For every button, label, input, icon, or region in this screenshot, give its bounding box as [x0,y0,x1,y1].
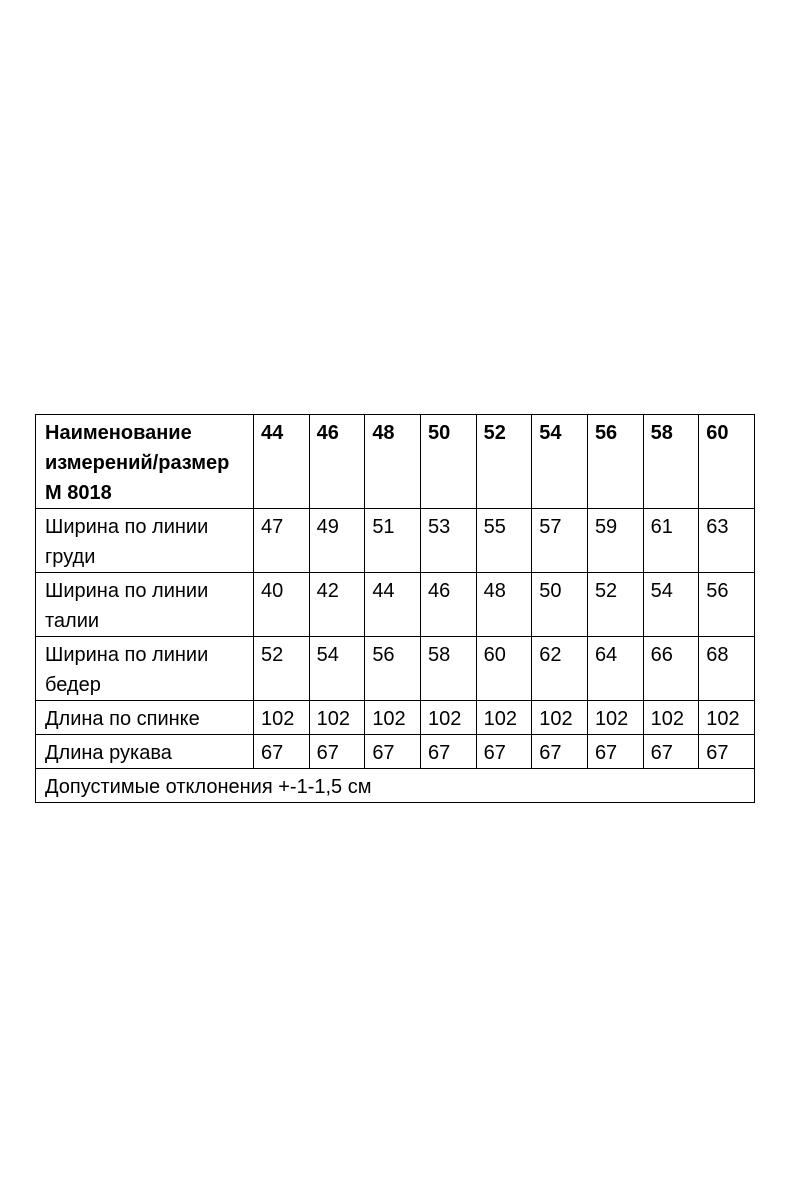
table-row [36,701,755,735]
value-cell: 53 [420,509,476,573]
row-label-line-1: Ширина по линии [45,516,209,538]
row-label-line-1: Ширина по линии [45,644,209,666]
value-cell: 57 [532,509,588,573]
row-label-cell: Длина рукава [36,735,254,769]
header-name-line-1: Наименование [45,422,192,444]
row-label-cell [36,573,254,637]
value-cell: 68 [699,637,755,701]
value-cell: 47 [254,509,310,573]
value-cell: 48 [476,573,532,637]
value-cell: 54 [643,573,699,637]
value-cell: 52 [254,637,310,701]
value-cell: 67 [365,735,421,769]
value-cell: 102 [532,701,588,735]
value-cell: 54 [309,637,365,701]
value-cell: 46 [420,573,476,637]
value-cell: 56 [365,637,421,701]
value-cell: 67 [587,735,643,769]
value-cell: 66 [643,637,699,701]
value-cell: 102 [420,701,476,735]
value-cell: 67 [532,735,588,769]
value-cell: 42 [309,573,365,637]
header-model-code: М 8018 [45,482,112,504]
value-cell: 64 [587,637,643,701]
value-cell: 67 [309,735,365,769]
value-cell: 67 [420,735,476,769]
header-size-cell: 58 [643,415,699,509]
row-label-cell: Длина по спинке [36,701,254,735]
header-size-cell: 44 [254,415,310,509]
table-footer-row [36,769,755,803]
value-cell: 102 [476,701,532,735]
header-size-cell: 56 [587,415,643,509]
value-cell: 50 [532,573,588,637]
value-cell: 58 [420,637,476,701]
value-cell: 67 [699,735,755,769]
value-cell: 59 [587,509,643,573]
table-row [36,637,755,701]
value-cell: 60 [476,637,532,701]
value-cell: 51 [365,509,421,573]
row-label-cell [36,637,254,701]
value-cell: 49 [309,509,365,573]
tolerance-note: Допустимые отклонения +-1-1,5 см [36,769,755,803]
value-cell: 61 [643,509,699,573]
row-label-line-1: Ширина по линии [45,580,209,602]
value-cell: 55 [476,509,532,573]
value-cell: 62 [532,637,588,701]
value-cell: 40 [254,573,310,637]
row-label-line-2: груди [45,546,96,568]
value-cell: 102 [309,701,365,735]
row-label-cell [36,509,254,573]
header-size-cell: 60 [699,415,755,509]
row-label-line-2: талии [45,610,100,632]
header-size-cell: 52 [476,415,532,509]
value-cell: 102 [254,701,310,735]
header-size-cell: 46 [309,415,365,509]
value-cell: 44 [365,573,421,637]
table-row [36,735,755,769]
value-cell: 102 [365,701,421,735]
header-size-cell: 48 [365,415,421,509]
value-cell: 56 [699,573,755,637]
table-header-row [36,415,755,509]
row-label-line-2: бедер [45,674,101,696]
table-row [36,509,755,573]
header-name-cell [36,415,254,509]
value-cell: 67 [476,735,532,769]
header-size-cell: 54 [532,415,588,509]
value-cell: 67 [643,735,699,769]
header-size-cell: 50 [420,415,476,509]
value-cell: 63 [699,509,755,573]
value-cell: 102 [587,701,643,735]
header-name-line-2: измерений/размер [45,452,230,474]
value-cell: 102 [643,701,699,735]
value-cell: 67 [254,735,310,769]
value-cell: 102 [699,701,755,735]
value-cell: 52 [587,573,643,637]
size-chart-table [35,414,755,803]
table-row [36,573,755,637]
